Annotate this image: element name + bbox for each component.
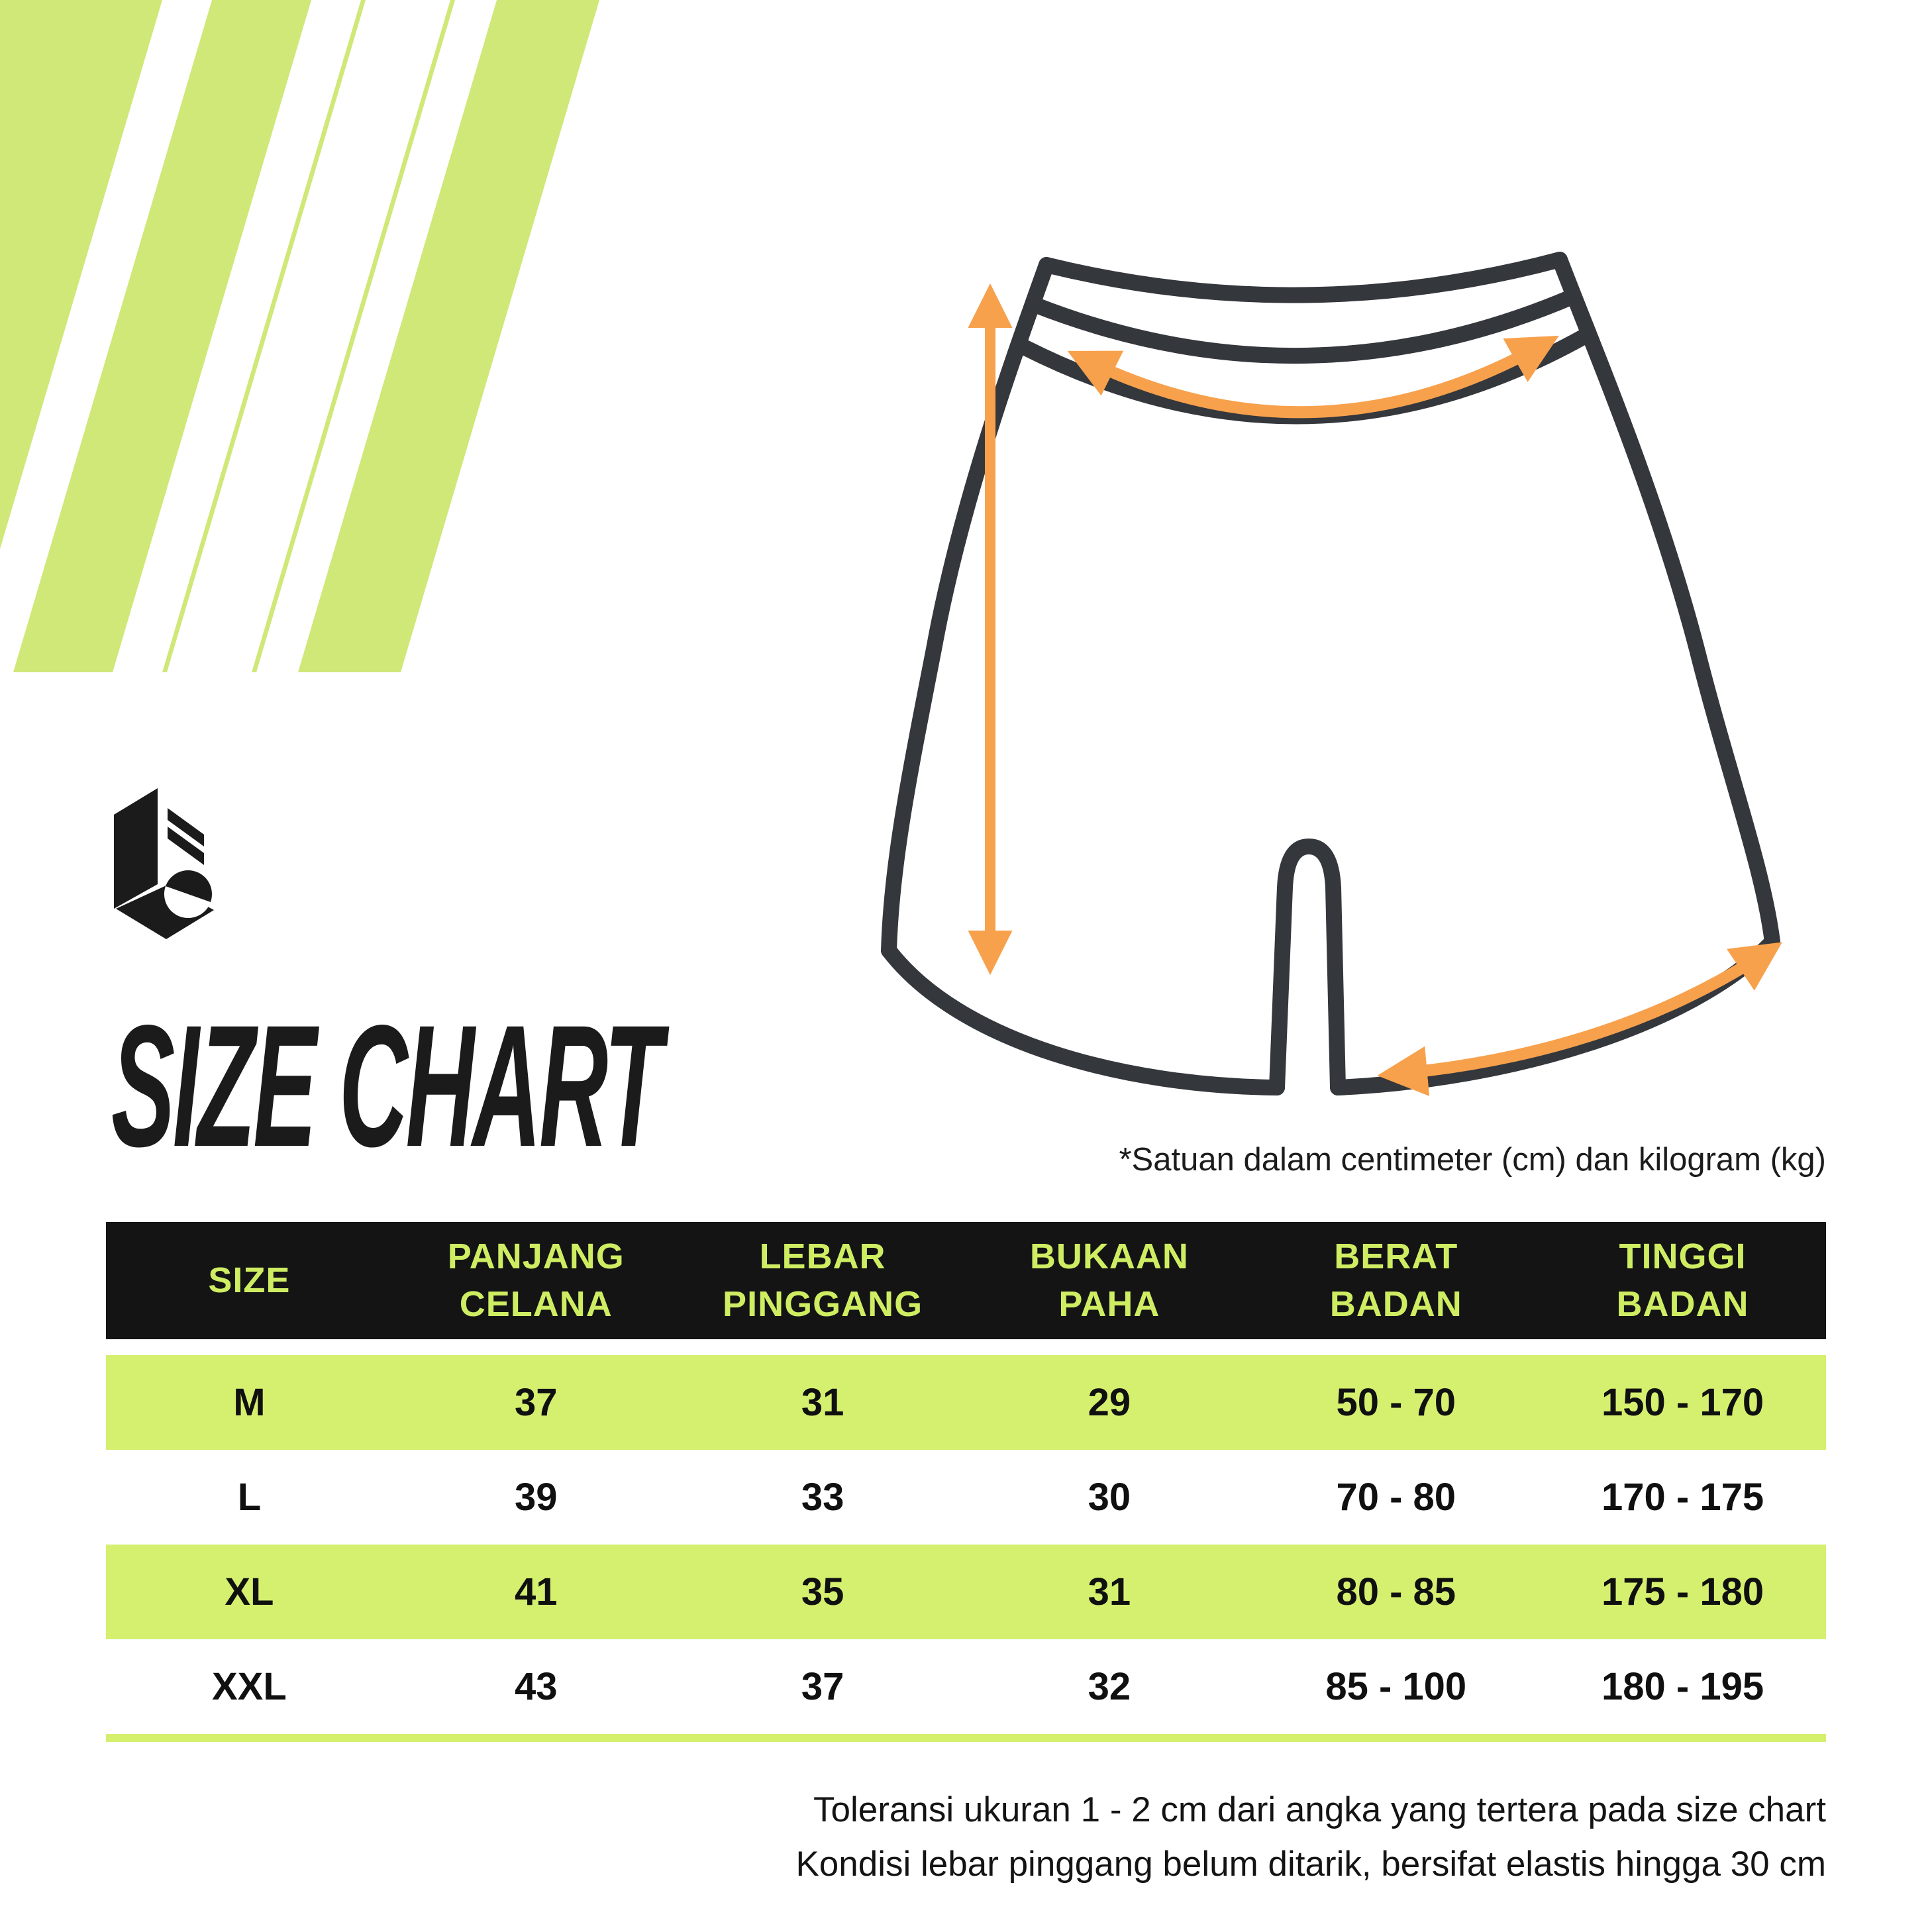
column-header-size — [106, 1257, 393, 1304]
cell-size: L — [237, 1476, 262, 1519]
column-header-label: LEBAR PINGGANG — [723, 1237, 923, 1324]
cell-size: XXL — [212, 1665, 287, 1708]
column-header-label: SIZE — [208, 1260, 291, 1300]
table-row-l — [106, 1450, 1826, 1545]
column-header-label: TINGGI BADAN — [1616, 1237, 1749, 1324]
cell-berat-badan: 80 - 85 — [1336, 1570, 1456, 1613]
footnote-elastic: Kondisi lebar pinggang belum ditarik, bersifat elastis hingga 30 cm — [795, 1845, 1826, 1884]
cell-panjang-celana: 39 — [514, 1476, 558, 1519]
unit-note: *Satuan dalam centimeter (cm) dan kilogram (kg) — [1119, 1142, 1826, 1178]
cell-lebar-pinggang: 37 — [801, 1665, 844, 1708]
cell-berat-badan: 85 - 100 — [1325, 1665, 1467, 1708]
cell-size: XL — [225, 1570, 274, 1613]
column-header-tinggi-badan — [1539, 1233, 1826, 1328]
cell-panjang-celana: 37 — [514, 1381, 558, 1424]
page-title: SIZE CHART — [111, 989, 661, 1183]
column-header-label: BUKAAN PAHA — [1029, 1237, 1189, 1324]
cell-lebar-pinggang: 31 — [801, 1381, 844, 1424]
table-bottom-accent — [106, 1734, 1826, 1742]
column-header-label: BERAT BADAN — [1329, 1237, 1462, 1324]
cell-tinggi-badan: 175 - 180 — [1602, 1570, 1764, 1613]
cell-bukaan-paha: 29 — [1088, 1381, 1131, 1424]
cell-size: M — [233, 1381, 266, 1424]
cell-bukaan-paha: 30 — [1088, 1476, 1131, 1519]
cell-lebar-pinggang: 35 — [801, 1570, 844, 1613]
shorts-measurement-diagram — [848, 219, 1815, 1106]
column-header-label: PANJANG CELANA — [447, 1237, 625, 1324]
header-body-gap — [106, 1339, 1826, 1355]
table-row-m — [106, 1355, 1826, 1450]
cell-tinggi-badan: 180 - 195 — [1602, 1665, 1764, 1708]
cell-berat-badan: 70 - 80 — [1336, 1476, 1456, 1519]
cell-berat-badan: 50 - 70 — [1336, 1381, 1456, 1424]
cell-bukaan-paha: 31 — [1088, 1570, 1131, 1613]
cell-lebar-pinggang: 33 — [801, 1476, 844, 1519]
column-header-panjang-celana — [393, 1233, 680, 1328]
brand-logo-icon — [79, 768, 252, 954]
cell-panjang-celana: 41 — [514, 1570, 558, 1613]
cell-tinggi-badan: 170 - 175 — [1602, 1476, 1764, 1519]
shorts-outline — [889, 260, 1772, 1088]
table-row-xxl — [106, 1639, 1826, 1734]
footnotes — [795, 1783, 1826, 1892]
column-header-bukaan-paha — [966, 1233, 1252, 1328]
table-header-row — [106, 1222, 1826, 1339]
diagonal-stripes-decoration — [0, 0, 729, 676]
column-header-lebar-pinggang — [680, 1233, 966, 1328]
size-table — [106, 1222, 1826, 1742]
footnote-tolerance: Toleransi ukuran 1 - 2 cm dari angka yang tertera pada size chart — [813, 1790, 1826, 1829]
cell-bukaan-paha: 32 — [1088, 1665, 1131, 1708]
table-row-xl — [106, 1545, 1826, 1639]
thigh-opening-arrow-icon — [1392, 950, 1770, 1074]
cell-tinggi-badan: 150 - 170 — [1602, 1381, 1764, 1424]
column-header-berat-badan — [1252, 1233, 1539, 1328]
cell-panjang-celana: 43 — [514, 1665, 558, 1708]
